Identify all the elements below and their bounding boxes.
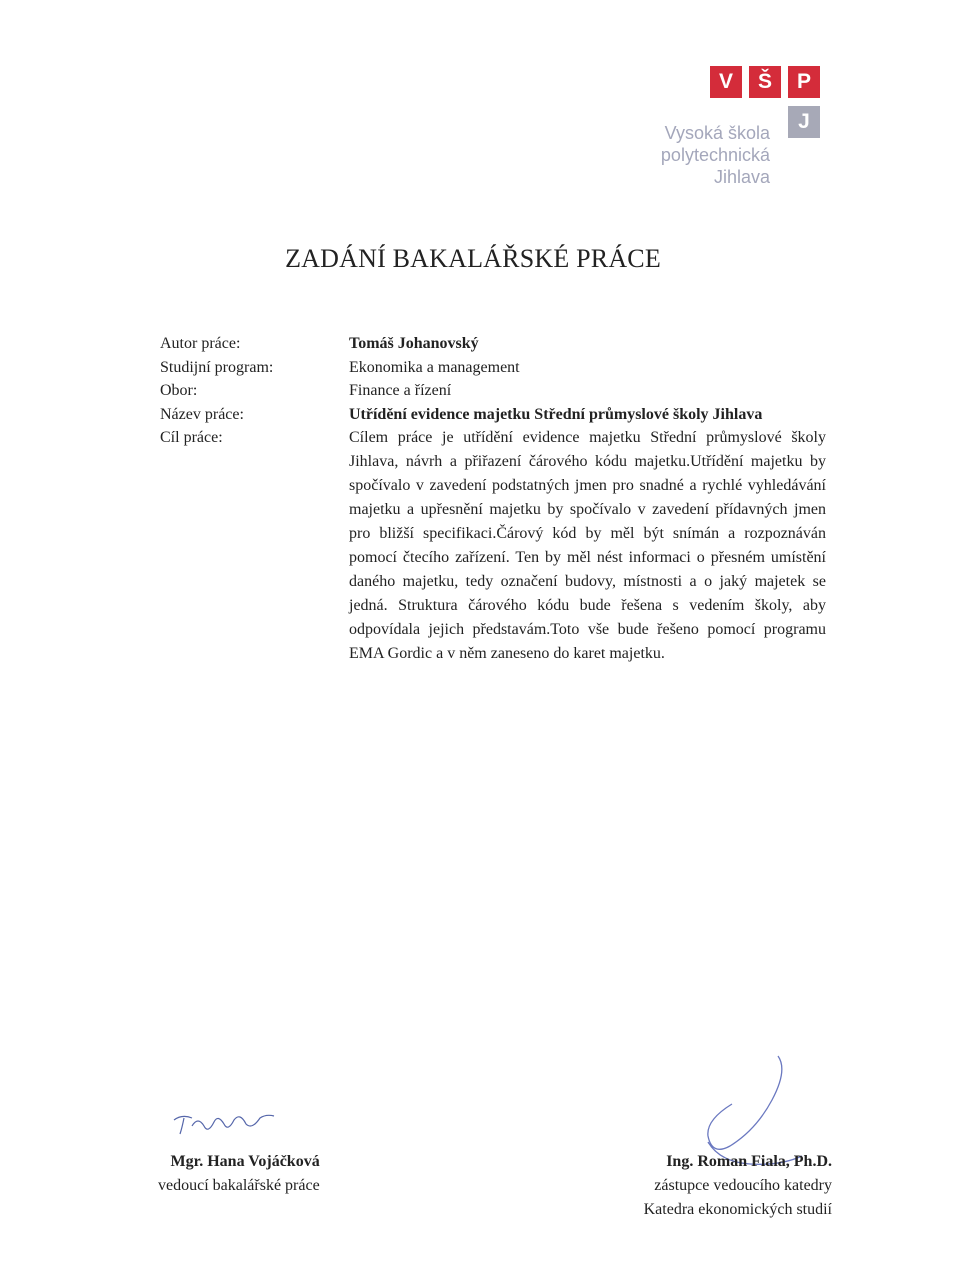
logo-school-name [661, 122, 770, 188]
deputy-head-role: zástupce vedoucího katedry [654, 1177, 832, 1194]
logo-letter-v: V [710, 66, 742, 98]
supervisor-name: Mgr. Hana Vojáčková [170, 1153, 320, 1170]
field-label: Obor: [160, 382, 198, 399]
supervisor-role: vedoucí bakalářské práce [158, 1177, 320, 1194]
department-name: Katedra ekonomických studií [643, 1201, 832, 1218]
goal-value: Cílem práce je utřídění evidence majetku Střední průmyslové školy Jihlava, návrh a přiřazení čárového kódu majetku.Utřídění majetku by spočívalo v zavedení podstatných jmen pro snadné a rychlé vyhledávání majetku a upřesnění majetku by spočívalo v zavedení přídavných jmen pro bližší specifikaci.Čárový kód by měl být snímán a rozpoznáván pomocí čtecího zařízení. Ten by měl nést informaci o přesném umístění daného majetku, tedy označení budovy, místnosti a o jaký majetek se jedná. Struktura čárového kódu bude řešena s vedením školy, aby odpovídala jejich představám.Toto vše bude řešeno pomocí programu EMA Gordic a v něm zaneseno do karet majetku. [349, 429, 826, 662]
supervisor-signature [158, 1150, 320, 1198]
deputy-head-name: Ing. Roman Fiala, Ph.D. [666, 1153, 832, 1170]
goal-label: Cíl práce: [160, 429, 223, 446]
logo-line-3: Jihlava [713, 167, 770, 187]
logo-line-1: Vysoká škola [664, 123, 770, 143]
thesis-name-label: Název práce: [160, 405, 244, 423]
logo-letter-s: Š [749, 66, 781, 98]
thesis-name-value: Utřídění evidence majetku Střední průmyslové školy Jihlava [349, 405, 763, 423]
logo-letter-p: P [788, 66, 820, 98]
school-logo [640, 62, 830, 202]
author-label: Autor práce: [160, 335, 241, 352]
deputy-head-signature [644, 1150, 832, 1222]
field-value: Finance a řízení [349, 382, 452, 399]
program-label: Studijní program: [160, 358, 274, 376]
field-values [349, 332, 826, 666]
field-labels [160, 332, 273, 450]
logo-letter-j: J [788, 106, 820, 138]
logo-line-2: polytechnická [660, 145, 770, 165]
document-title: ZADÁNÍ BAKALÁŘSKÉ PRÁCE [285, 244, 661, 273]
program-value: Ekonomika a management [349, 358, 520, 376]
left-signature-icon [170, 1106, 280, 1142]
author-value: Tomáš Johanovský [349, 335, 479, 352]
